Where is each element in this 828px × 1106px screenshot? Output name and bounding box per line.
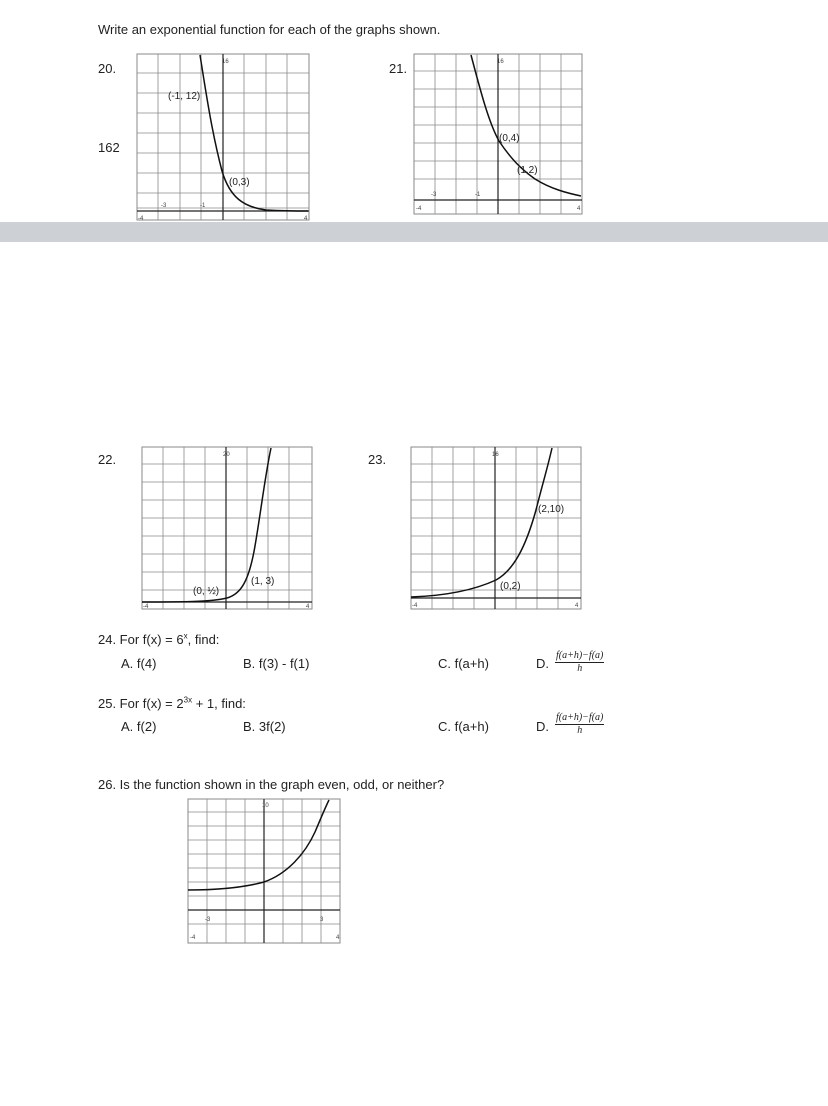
graph-22-label-point1: (0, ½)	[193, 586, 220, 597]
question-24-option-b: B. f(3) - f(1)	[243, 656, 310, 671]
question-24-d-denominator: h	[577, 663, 583, 674]
question-25-option-d-fraction	[555, 712, 604, 737]
question-25-option-d-letter: D.	[536, 719, 549, 734]
graph-20-tick-neg1: -1	[200, 203, 206, 209]
question-25-d-denominator: h	[577, 725, 583, 736]
problem-23-number: 23.	[368, 452, 387, 467]
graph-26-tick-neg3: -3	[205, 917, 211, 923]
graph-21	[413, 53, 585, 217]
problem-20-side-note: 162	[98, 140, 120, 155]
graph-20-label-point2: (0,3)	[229, 177, 250, 188]
graph-21-label-point2: (1,2)	[517, 165, 538, 176]
graph-26-right-tick: 4	[336, 935, 340, 941]
graph-23	[410, 446, 584, 612]
graph-22-top-tick: 20	[223, 452, 230, 458]
problem-22-number: 22.	[98, 452, 117, 467]
page-divider-band	[0, 222, 828, 242]
question-25-option-c: C. f(a+h)	[438, 719, 489, 734]
question-24-d-numerator: f(a+h)−f(a)	[556, 650, 604, 661]
question-25-prompt: 25. For $f(x) = 2^{3x} + 1$, find:	[98, 695, 246, 711]
graph-23-right-tick: 4	[575, 603, 579, 609]
graph-26	[187, 798, 343, 946]
graph-22-label-point2: (1, 3)	[251, 576, 275, 587]
graph-20	[136, 53, 312, 223]
question-24-option-d-letter: D.	[536, 656, 549, 671]
question-24-option-c: C. f(a+h)	[438, 656, 489, 671]
graph-21-top-tick: 16	[497, 59, 504, 65]
question-24-option-d-fraction	[555, 650, 604, 675]
graph-26-tick-pos3: 3	[320, 917, 324, 923]
graph-22	[141, 446, 315, 612]
graph-21-tick-neg1: -1	[475, 192, 481, 198]
problem-21-number: 21.	[389, 61, 408, 76]
graph-22-left-tick: -4	[143, 604, 149, 610]
question-24-option-a: A. f(4)	[121, 656, 157, 671]
graph-22-right-tick: 4	[306, 604, 310, 610]
question-26-prompt: 26. Is the function shown in the graph even, odd, or neither?	[98, 777, 445, 792]
graph-23-label-point2: (0,2)	[500, 581, 521, 592]
graph-20-right-tick: 4	[304, 216, 308, 222]
graph-23-label-point1: (2,10)	[538, 504, 565, 515]
graph-21-label-point1: (0,4)	[499, 133, 520, 144]
question-25-option-a: A. f(2)	[121, 719, 157, 734]
graph-26-left-tick: -4	[190, 935, 196, 941]
graph-21-right-tick: 4	[577, 206, 581, 212]
question-24-prompt: 24. For $f(x) = 6^x$, find:	[98, 631, 220, 647]
instructions: Write an exponential function for each of the graphs shown.	[98, 22, 441, 37]
graph-20-top-tick: 16	[222, 59, 229, 65]
graph-20-tick-neg3: -3	[161, 203, 167, 209]
graph-20-left-tick: -4	[138, 216, 144, 222]
graph-23-top-tick: 16	[492, 452, 499, 458]
question-25-option-b: B. 3f(2)	[243, 719, 286, 734]
graph-26-top-tick: 10	[262, 803, 269, 809]
graph-21-tick-neg3: -3	[431, 192, 437, 198]
graph-20-label-point1: (-1, 12)	[168, 91, 201, 102]
graph-21-left-tick: -4	[416, 206, 422, 212]
graph-23-left-tick: -4	[412, 603, 418, 609]
problem-20-number: 20.	[98, 61, 117, 76]
question-25-d-numerator: f(a+h)−f(a)	[556, 712, 604, 723]
